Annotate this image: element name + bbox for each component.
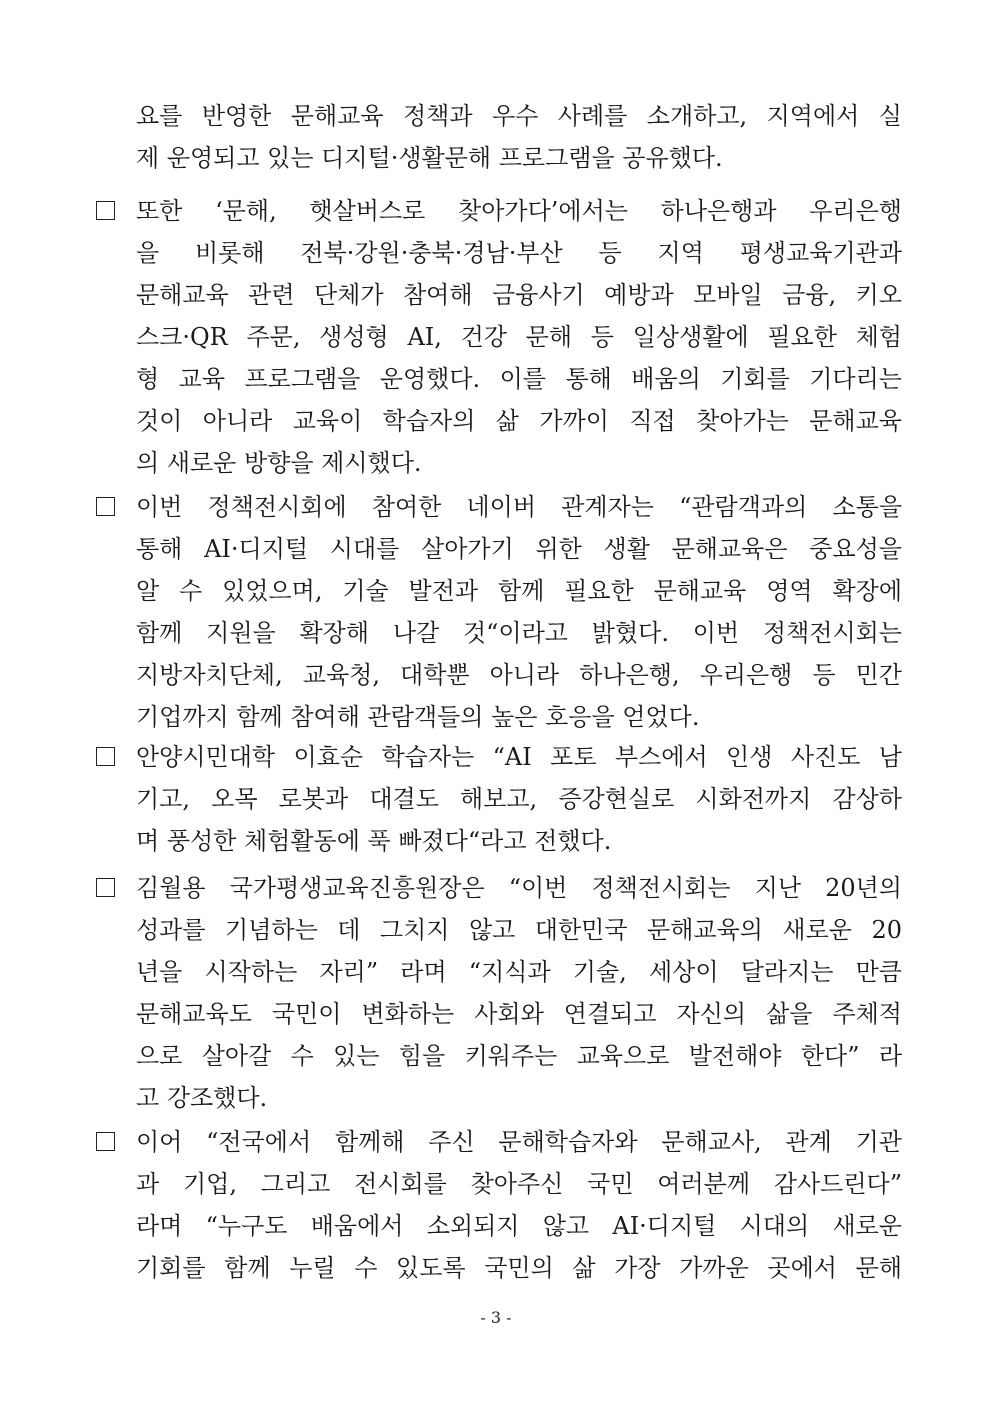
paragraph-line: 알 수 있었으며, 기술 발전과 함께 필요한 문해교육 영역 확장에	[136, 577, 902, 605]
bullet-paragraph	[96, 1121, 902, 1289]
paragraph-line: 의 새로운 방향을 제시했다.	[136, 449, 422, 477]
paragraph-line: 며 풍성한 체험활동에 푹 빠졌다“라고 전했다.	[136, 827, 612, 855]
checkbox-bullet-icon	[96, 1132, 115, 1151]
paragraph-line	[96, 486, 902, 528]
paragraph-line: 년을 시작하는 자리” 라며 “지식과 기술, 세상이 달라지는 만큼	[136, 958, 902, 986]
paragraph-line: 을 비롯해 전북·강원·충북·경남·부산 등 지역 평생교육기관과	[136, 239, 902, 267]
paragraph-line	[96, 867, 902, 909]
paragraph-line: 고 강조했다.	[136, 1084, 268, 1112]
paragraph-line: 함께 지원을 확장해 나갈 것“이라고 밝혔다. 이번 정책전시회는	[136, 619, 902, 647]
checkbox-bullet-icon	[96, 497, 115, 516]
paragraph-line: 문해교육도 국민이 변화하는 사회와 연결되고 자신의 삶을 주체적	[136, 1000, 902, 1028]
paragraph-line: 스크·QR 주문, 생성형 AI, 건강 문해 등 일상생활에 필요한 체험	[136, 323, 902, 351]
paragraph-continuation	[96, 95, 902, 179]
page-number: - 3 -	[480, 1308, 512, 1327]
paragraph-line-text: 김월용 국가평생교육진흥원장은 “이번 정책전시회는 지난 20년의	[136, 874, 902, 902]
paragraph-line: 지방자치단체, 교육청, 대학뿐 아니라 하나은행, 우리은행 등 민간	[136, 661, 902, 689]
paragraph-line-text: 이어 “전국에서 함께해 주신 문해학습자와 문해교사, 관계 기관	[136, 1128, 902, 1156]
paragraph-line	[96, 736, 902, 778]
checkbox-bullet-icon	[96, 878, 115, 897]
bullet-paragraph	[96, 867, 902, 1119]
paragraph-line: 기고, 오목 로봇과 대결도 해보고, 증강현실로 시화전까지 감상하	[136, 785, 902, 813]
paragraph-line-text: 이번 정책전시회에 참여한 네이버 관계자는 “관람객과의 소통을	[136, 493, 902, 521]
paragraph-line: 형 교육 프로그램을 운영했다. 이를 통해 배움의 기회를 기다리는	[136, 365, 902, 393]
paragraph-line-text: 또한 ‘문해, 햇살버스로 찾아가다’에서는 하나은행과 우리은행	[136, 197, 902, 225]
paragraph-line	[96, 1121, 902, 1163]
paragraph-line: 제 운영되고 있는 디지털·생활문해 프로그램을 공유했다.	[136, 144, 723, 172]
paragraph-line-text: 안양시민대학 이효순 학습자는 “AI 포토 부스에서 인생 사진도 남	[136, 743, 902, 771]
paragraph-line: 라며 “누구도 배움에서 소외되지 않고 AI·디지털 시대의 새로운	[136, 1212, 902, 1240]
paragraph-line	[96, 190, 902, 232]
paragraph-line: 기회를 함께 누릴 수 있도록 국민의 삶 가장 가까운 곳에서 문해	[136, 1254, 902, 1282]
paragraph-line: 문해교육 관련 단체가 참여해 금융사기 예방과 모바일 금융, 키오	[136, 281, 902, 309]
paragraph-line: 성과를 기념하는 데 그치지 않고 대한민국 문해교육의 새로운 20	[136, 916, 902, 944]
paragraph-line: 요를 반영한 문해교육 정책과 우수 사례를 소개하고, 지역에서 실	[136, 102, 902, 130]
bullet-paragraph	[96, 486, 902, 738]
bullet-paragraph	[96, 736, 902, 862]
paragraph-line: 으로 살아갈 수 있는 힘을 키워주는 교육으로 발전해야 한다” 라	[136, 1042, 902, 1070]
paragraph-line: 과 기업, 그리고 전시회를 찾아주신 국민 여러분께 감사드린다”	[136, 1170, 902, 1198]
paragraph-line: 기업까지 함께 참여해 관람객들의 높은 호응을 얻었다.	[136, 703, 700, 731]
checkbox-bullet-icon	[96, 201, 115, 220]
paragraph-line: 것이 아니라 교육이 학습자의 삶 가까이 직접 찾아가는 문해교육	[136, 407, 902, 435]
paragraph-line: 통해 AI·디지털 시대를 살아가기 위한 생활 문해교육은 중요성을	[136, 535, 902, 563]
checkbox-bullet-icon	[96, 747, 115, 766]
bullet-paragraph	[96, 190, 902, 484]
